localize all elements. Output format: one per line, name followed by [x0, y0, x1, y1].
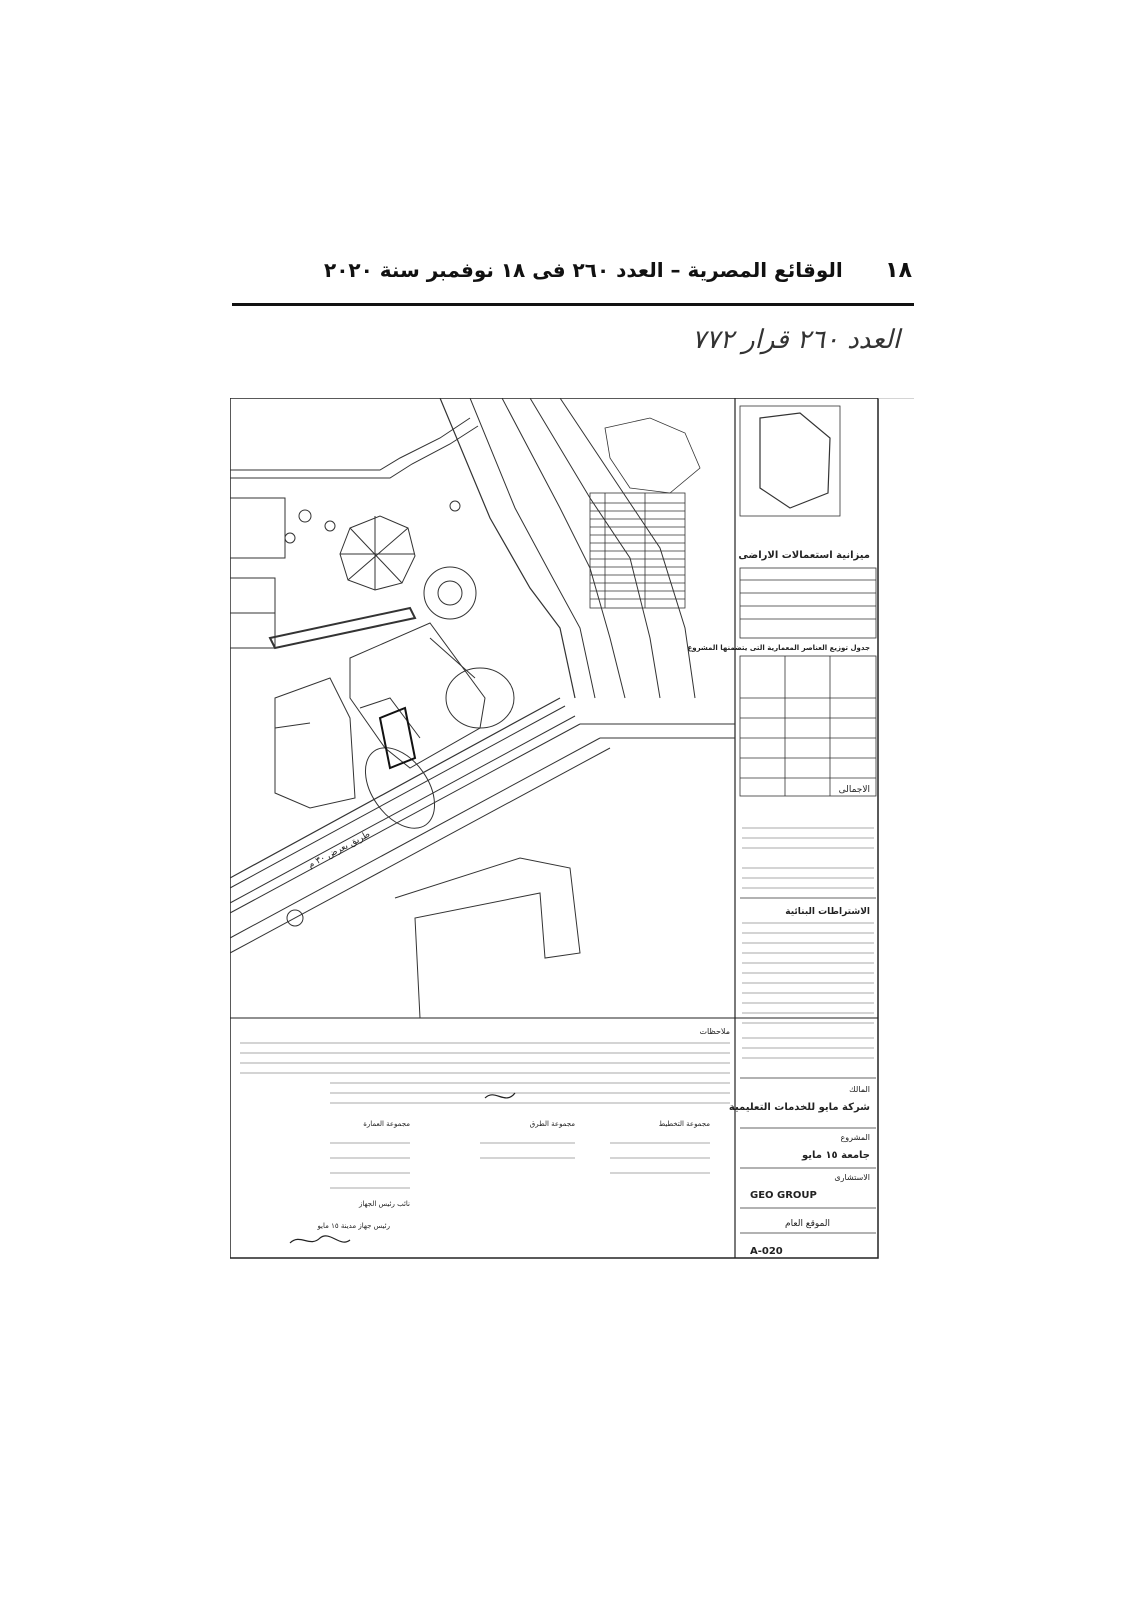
planning-group-label: مجموعة التخطيط: [658, 1120, 710, 1128]
site-plan-drawing: [230, 398, 914, 1278]
coordinates-table: [590, 418, 700, 608]
consultant-name: GEO GROUP: [750, 1190, 817, 1201]
elements-table-title: جدول توزيع العناصر المعمارية التى يتضمنها المشروع: [687, 644, 870, 652]
drawing-subject: الموقع العام: [785, 1219, 830, 1229]
conditions-text-lines: [742, 828, 874, 1058]
header-divider: [232, 303, 914, 306]
architecture-group-label: مجموعة العمارة: [363, 1120, 410, 1128]
total-label: الاجمالى: [838, 785, 870, 795]
page-number: ١٨: [885, 258, 912, 283]
site-plan: [230, 398, 735, 1018]
consultant-heading: الاستشارى: [834, 1173, 870, 1182]
deputy-chairman-label: نائب رئيس الجهاز: [358, 1200, 410, 1208]
signature-scribble-2: [485, 1093, 515, 1098]
project-name: جامعة ١٥ مايو: [801, 1150, 870, 1161]
owner-name: شركة مايو للخدمات التعليمية: [728, 1102, 870, 1113]
committee-signature-lines: [330, 1143, 710, 1188]
drawing-number: A-020: [750, 1246, 783, 1257]
gazette-title: الوقائع المصرية – العدد ٢٦٠ فى ١٨ نوفمبر سنة ٢٠٢٠: [324, 258, 843, 282]
roads-group-label: مجموعة الطرق: [529, 1120, 575, 1128]
city-chairman-label: رئيس جهاز مدينة ١٥ مايو: [317, 1222, 390, 1230]
notes-text-lines: [240, 1043, 730, 1103]
signature-scribble: [290, 1236, 350, 1243]
project-heading: المشروع: [840, 1133, 870, 1142]
road-label: طريق بعرض ٣٠ م: [306, 829, 373, 871]
page-header: [232, 258, 912, 298]
owner-heading: المالك: [849, 1085, 870, 1094]
conditions-heading: الاشتراطات البنائية: [785, 907, 870, 917]
land-use-budget-title: ميزانية استعمالات الاراضى: [738, 550, 870, 561]
notes-heading: ملاحظات: [699, 1027, 730, 1036]
handwritten-decree-note: العدد ٢٦٠ قرار ٧٧٢: [691, 325, 900, 355]
